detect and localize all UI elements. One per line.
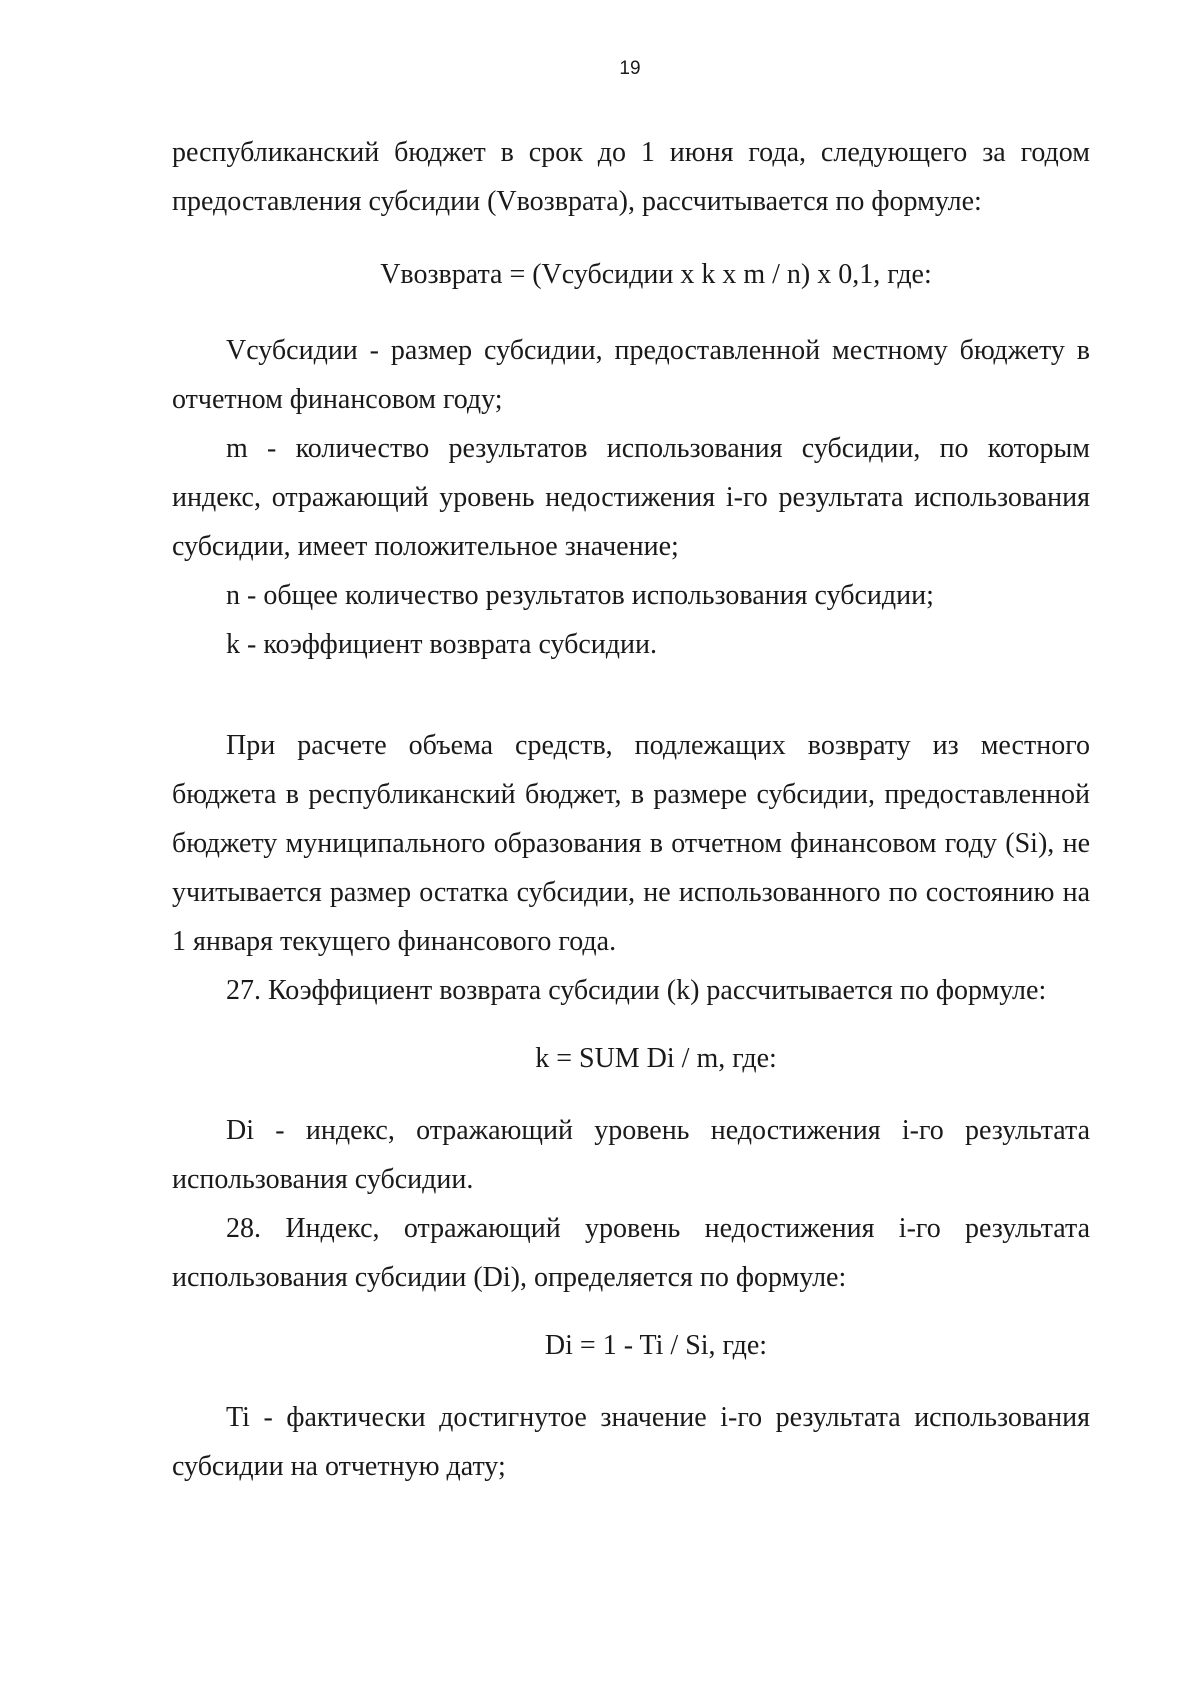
formula-return-coefficient: k = SUM Di / m, где: — [535, 1043, 777, 1074]
formula-index-di: Di = 1 - Ti / Si, где: — [544, 1330, 768, 1361]
definition-n: n - общее количество результатов использования субсидии; — [226, 580, 934, 611]
document-body — [172, 128, 1090, 1491]
definition-ti: Ti - фактически достигнутое значение i-го результата использования субсидии на отчетную дату; — [172, 1402, 1090, 1482]
definition-m: m - количество результатов использования субсидии, по которым индекс, отражающий уровень недостижения i-го результата использования субсидии, имеет положительное значение; — [172, 433, 1090, 562]
paragraph-28: 28. Индекс, отражающий уровень недостижения i-го результата использования субсидии (Di), определяется по формуле: — [172, 1213, 1090, 1293]
paragraph-return-amount: республиканский бюджет в срок до 1 июня года, следующего за годом предоставления субсидии (Vвозврата), рассчитывается по формуле: — [172, 137, 1090, 217]
definition-k: k - коэффициент возврата субсидии. — [226, 629, 658, 660]
definition-di: Di - индекс, отражающий уровень недостижения i-го результата использования субсидии. — [172, 1115, 1090, 1195]
paragraph-27: 27. Коэффициент возврата субсидии (k) рассчитывается по формуле: — [226, 975, 1047, 1006]
formula-return-volume: Vвозврата = (Vсубсидии x k x m / n) x 0,1, где: — [380, 259, 932, 290]
page-number: 19 — [619, 58, 641, 79]
paragraph-subsidy-remainder: При расчете объема средств, подлежащих возврату из местного бюджета в республиканский бюджет, в размере субсидии, предоставленной бюджету муниципального образования в отчетном финансовом году (Si), не учитывается размер остатка субсидии, не использованного по состоянию на 1 января текущего финансового года. — [172, 730, 1090, 957]
definition-v-subsidy: Vсубсидии - размер субсидии, предоставленной местному бюджету в отчетном финансовом году; — [172, 335, 1090, 415]
